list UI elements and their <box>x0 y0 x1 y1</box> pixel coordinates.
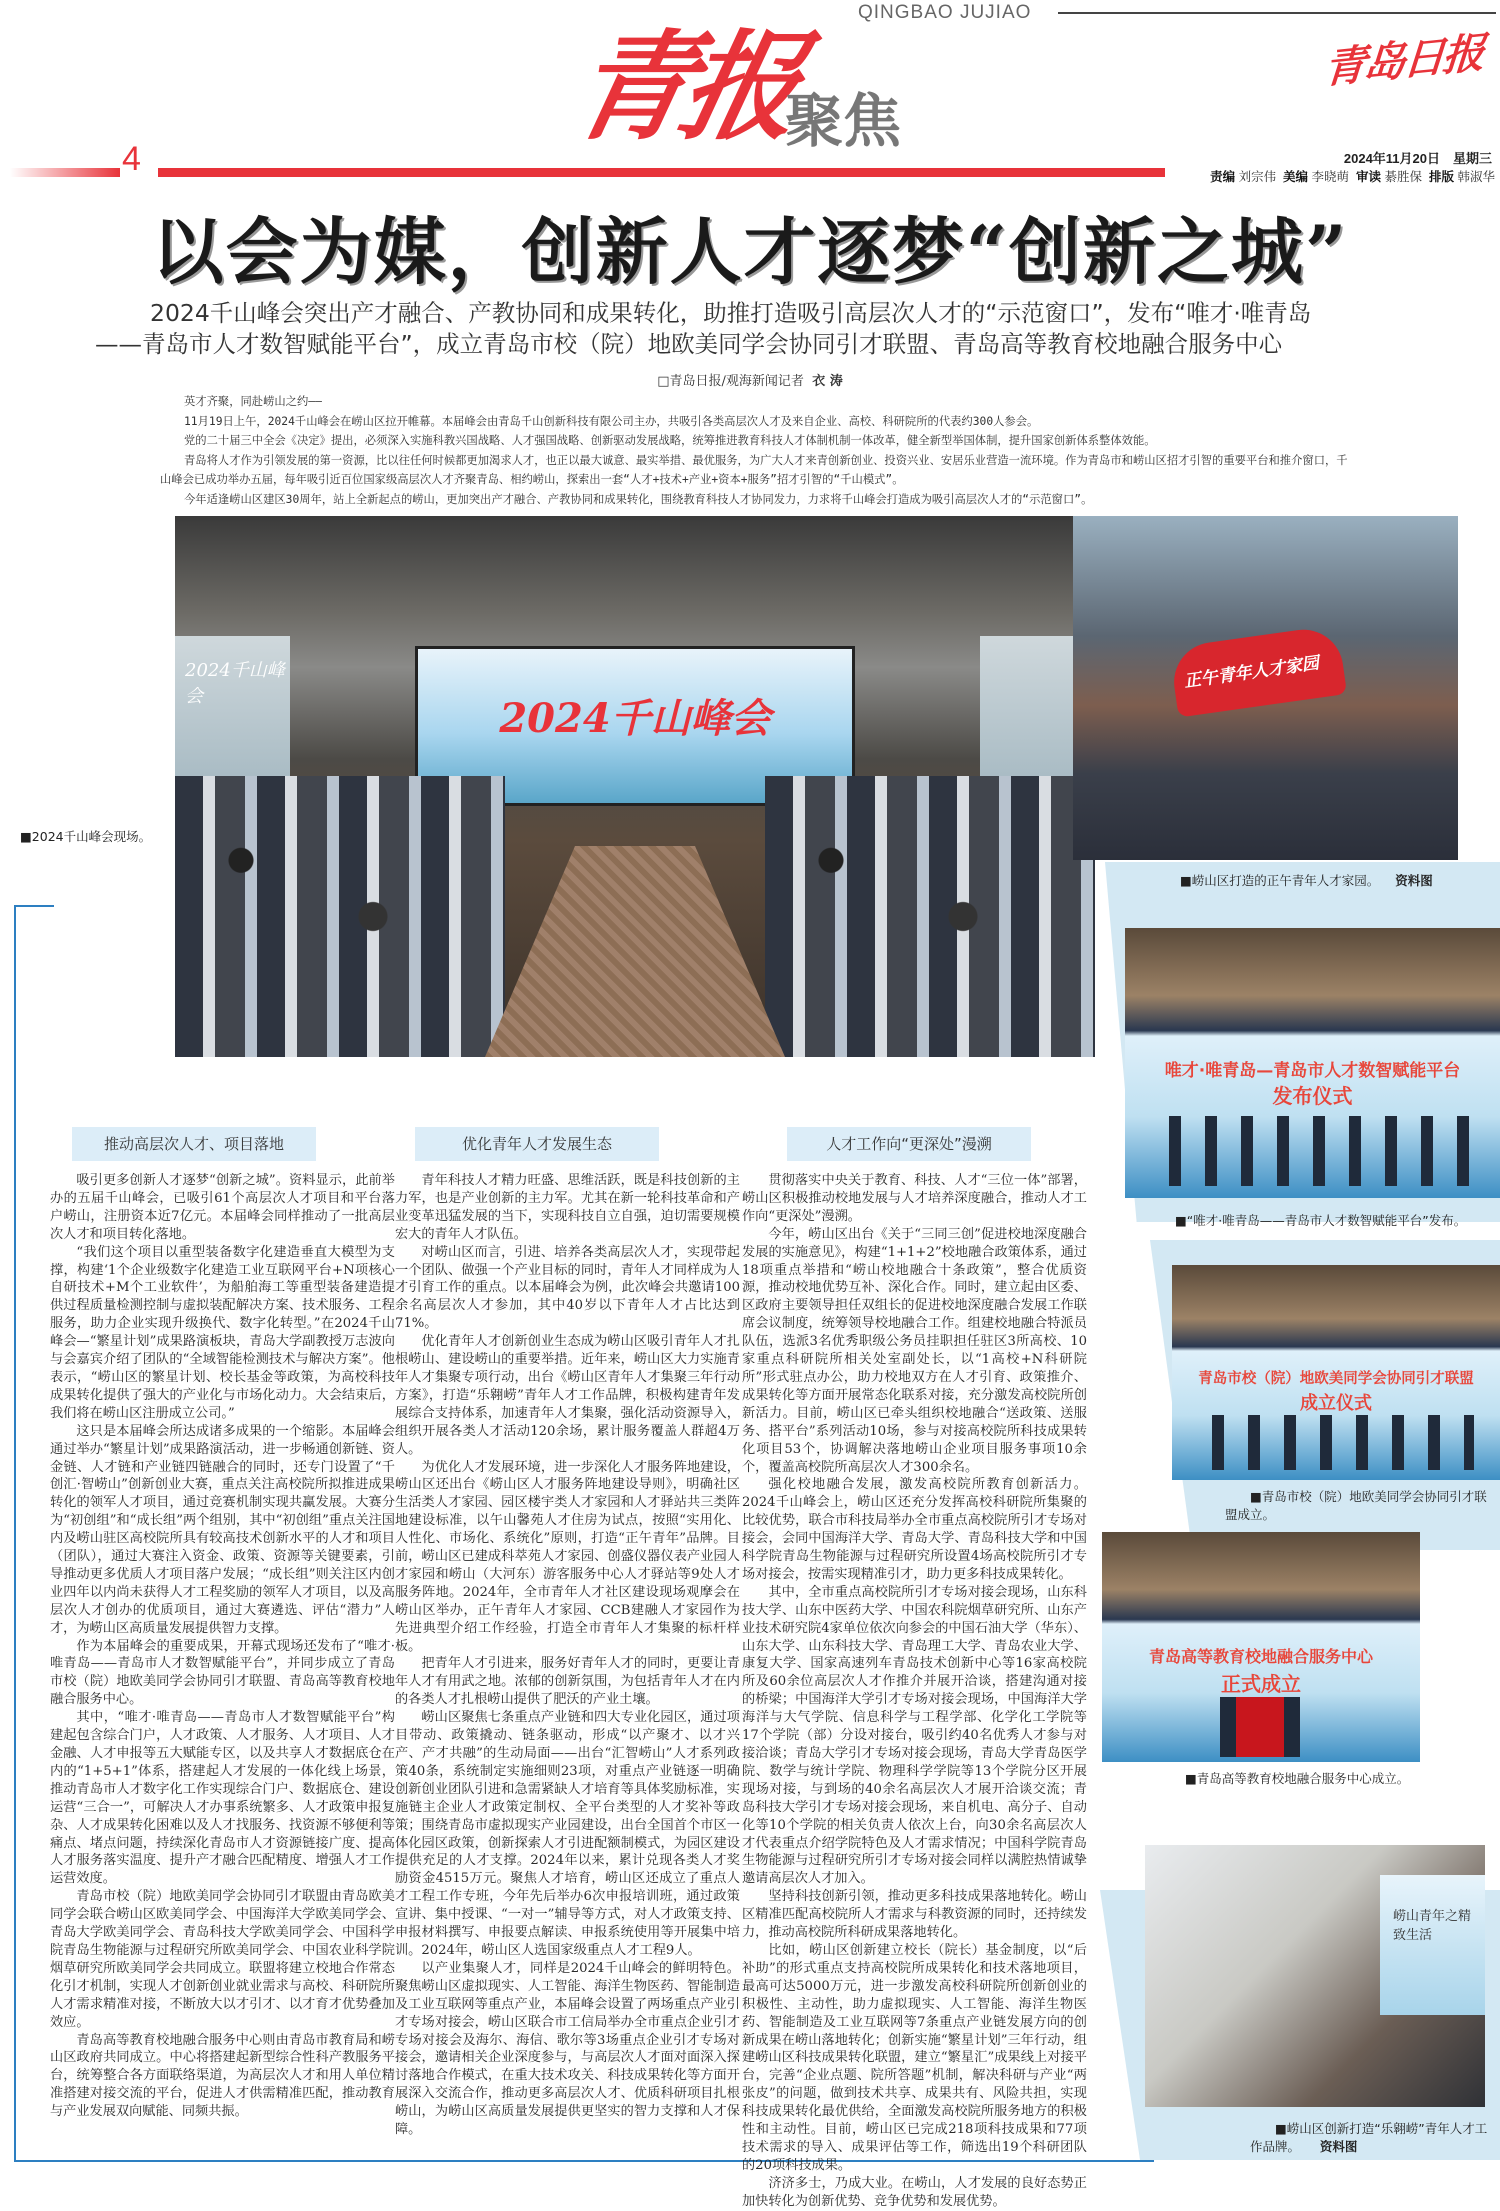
section-name: 聚焦 <box>785 87 902 155</box>
event-screen-text: 崂山青年之精致生活 <box>1393 1909 1472 1943</box>
section-heading: 推动高层次人才、项目落地 <box>72 1127 316 1161</box>
lead-paragraph: 党的二十届三中全会《决定》提出，必须深入实施科教兴国战略、人才强国战略、创新驱动发展战略，统筹推进教育科技人才体制机制一体改革，健全新型举国体制，提升国家创新体系整体效能。 <box>184 434 1156 447</box>
editor-role: 责编 <box>1210 170 1236 184</box>
paragraph: 对崂山区而言，引进、培养各类高层次人才，实现带起一个团队、做强一个产业目标的同时，青年人才同样成为人才引育工作的重点。以本届峰会为例，此次峰会共邀请100余名高层次人才参加，其中40岁以下青年人才占比达到71%。 <box>395 1244 740 1332</box>
banner-text: 青岛市校（院）地欧美同学会协同引才联盟 <box>1198 1371 1474 1387</box>
plaque-unveiling <box>1220 1697 1300 1757</box>
paragraph: 作为本届峰会的重要成果，开幕式现场还发布了“唯才·唯青岛——青岛市人才数智赋能平台”，并同步成立了青岛市校（院）地欧美同学会协同引才联盟、青岛高等教育校地融合服务中心。 <box>50 1638 395 1708</box>
paragraph: 其中，全市重点高校院所引才专场对接会现场，山东科技大学、山东中医药大学、中国农科院烟草研究所、山东产业技术研究院4家单位依次向参会的中国石油大学（华东）、山东大学、山东科技大学、青岛理工大学、青岛农业大学、康复大学、国家高速列车青岛技术创新中心等16家高校院所及60余位高层次人才作推介并展开洽谈，搭建沟通对接的桥梁；中国海洋大学引才专场对接会现场，中国海洋大学海洋与大气学院、信息科学与工程学部、化学化工学院等17个学院（部）分设对接台，吸引约40名优秀人才参与对接洽谈；青岛大学引才专场对接会现场，青岛大学青岛医学院、数学与统计学院、物理科学学院等13个学院分区开展现场对接，与到场的40余名高层次人才展开洽谈交流；青岛科技大学引才专场对接会现场，来自机电、高分子、自动化等10个学院的相关负责人依次上台，向30余名高层次人才代表重点介绍学院特色及人才需求情况；中国科学院青岛生物能源与过程研究所引才专场对接会同样以满腔热情诚挚邀请高层次人才加入。 <box>742 1584 1087 1887</box>
banner-text: 发布仪式 <box>1272 1084 1353 1108</box>
photo-platform-launch <box>1125 928 1500 1198</box>
subheadline-line: ——青岛市人才数智赋能平台”，成立青岛市校（院）地欧美同学会协同引才联盟、青岛高等教育校地融合服务中心 <box>95 330 1283 358</box>
paragraph: 以产业集聚人才，同样是2024千山峰会的鲜明特色。聚焦崂山区虚拟现实、人工智能、海洋生物医药、智能制造及工业互联网等重点产业，本届峰会设置了两场重点产业引才专场对接会，崂山区联合市工信局举办全市重点企业引才专场对接会及海尔、海信、歌尔等3场重点企业引才专场对接会，邀请相关企业深度参与，与高层次人才面对面深入探讨落地合作模式，在重大技术攻关、科技成果转化等方面开展深入交流合作，推动更多高层次人才、优质科研项目扎根崂山，为崂山区高质量发展提供更坚实的智力支撑和人才保障。 <box>395 1960 740 2138</box>
lead-paragraphs <box>160 392 1350 509</box>
banner-text: 青岛高等教育校地融合服务中心 <box>1148 1647 1373 1666</box>
paragraph: 把青年人才引进来，服务好青年人才的同时，更要让青年人才有用武之地。浓郁的创新氛围，为包括青年人才在内的各类人才扎根崂山提供了肥沃的产业土壤。 <box>395 1656 740 1708</box>
section-heading: 人才工作向“更深处”漫溯 <box>787 1127 1031 1161</box>
paragraph: 青岛高等教育校地融合服务中心则由青岛市教育局和崂山区政府共同成立。中心将搭建起新型综合性科产教服务平台，统筹整合各方面联络渠道，为高层次人才和用人单位精准搭建对接交流的平台，促进人才供需精准匹配，推动教育与产业发展双向赋能、同频共振。 <box>50 2032 395 2120</box>
red-rule <box>158 168 1165 177</box>
photo-youth-brand-event <box>1145 1845 1485 2107</box>
paragraph: 坚持科技创新引领，推动更多科技成果落地转化。崂山区精准匹配高校院所人才需求与科教资源的同时，还持续发力，推动高校院所科研成果落地转化。 <box>742 1889 1087 1941</box>
paragraph: 济济多士，乃成大业。在崂山，人才发展的良好态势正加快转化为创新优势、竞争优势和发展优势。 <box>742 2175 1087 2209</box>
photo-credit: 资料图 <box>1319 2139 1358 2154</box>
paragraph: 崂山区聚焦七条重点产业链和四大专业化园区，通过项目带动、政策撬动、链条驱动，形成“以产聚才、以才兴产、产才共融”的生动局面——出台“汇智崂山”人才系列政策40条，系统制定实施细则23项，对重点产业链逐一明确创新创业团队引进和急需紧缺人才培育等具体奖励标准，实施链主企业人才政策定制权、全平台类型的人才奖补等政策；围绕青岛市虚拟现实产业园建设，出台全国首个市区一体化园区政策，创新探索人才引进配额制模式，为园区建设提供充足的人才支撑。2024年以来，累计兑现各类人才奖励资金4515万元。聚焦人才培育，崂山区还成立了重点人才工程工作专班，今年先后举办6次申报培训班，通过政策宣讲、集中授课、“一对一”辅导等方式，对人才政策支持、申报材料撰写、申报要点解读、申报系统使用等开展集中培训。2024年，崂山区人选国家级重点人才工程9人。 <box>395 1710 740 1958</box>
lead-paragraph: 英才齐聚，同赴崂山之约—— <box>184 395 322 408</box>
subheadline <box>95 298 1415 360</box>
byline-author: 衣 涛 <box>812 374 843 389</box>
editor-name: 韩淑华 <box>1457 170 1495 184</box>
article-column-3 <box>742 1172 1087 2211</box>
byline-source: □青岛日报/观海新闻记者 <box>657 374 804 389</box>
paragraph: 今年，崂山区出台《关于“三同三创”促进校地深度融合发展的实施意见》，构建“1+1+2”校地融合政策体系，通过18项重点举措和“崂山校地融合十条政策”，整合优质资源，推动校地优势互补、深化合作。同时，建立起由区委、区政府主要领导担任双组长的促进校地深度融合发展工作联席会议制度，统筹领导校地融合工作。组建校地融合特派员队伍，选派3名优秀职级公务员挂职担任驻区3所高校、10家重点科研院所相关处室副处长，以“1高校+N科研院所”形式驻点办公，助力校地双方在人才引育、政策推介、成果转化等方面开展常态化联系对接，充分激发高校院所创新活力。目前，崂山区已牵头组织校地融合“送政策、送服务、搭平台”系列活动10场，参与对接高校院所科技成果转化项目53个，协调解决落地崂山企业项目服务事项10余个，覆盖高校院所高层次人才300余名。 <box>742 1226 1087 1475</box>
main-photo-summit <box>175 516 1095 1057</box>
editor-name: 李晓萌 <box>1311 170 1350 184</box>
lead-paragraph: 青岛将人才作为引领发展的第一资源，比以往任何时候都更加渴求人才，也正以最大诚意、最实举措、最优服务，为广大人才来青创新创业、投资兴业、安居乐业营造一流环境。作为青岛市和崂山区招才引智的重要平台和推介窗口，千山峰会已成功举办五届，每年吸引近百位国家级高层次人才齐聚青岛、相约崂山，探索出一套“人才+技术+产业+资本+服务”招才引智的“千山模式”。 <box>160 453 1348 486</box>
blue-rule <box>14 905 54 907</box>
photo-caption: ■青岛高等教育校地融合服务中心成立。 <box>1185 1771 1410 1786</box>
red-rule <box>10 168 120 177</box>
side-screen-text: 2024千山峰会 <box>185 660 285 707</box>
paragraph: 这只是本届峰会所达成诸多成果的一个缩影。本届峰会通过举办“繁星计划”成果路演活动，进一步畅通创新链、资金链、人才链和产业链四链融合的同时，还专门设置了“千创汇·智崂山”创新创业大赛，重点关注高校院所拟推进成果转化的领军人才项目，通过竞赛机制实现共赢发展。大赛分为“初创组”和“成长组”两个组别，其中“初创组”重点关注国内及崂山驻区高校院所具有较高技术创新水平的人才和项目（团队），通过大赛注入资金、政策、资源等关键要素，引导推动更多优质人才项目落户发展；“成长组”则关注区内创业四年以内尚未获得人才工程奖励的领军人才项目，以及高层次人才创办的优质项目，通过大赛遴选、评估“潜力”人才，为崂山区高质量发展提供智力支撑。 <box>50 1423 395 1636</box>
banner-text: 成立仪式 <box>1300 1393 1372 1414</box>
officials <box>1155 1116 1470 1186</box>
paragraph: 优化青年人才创新创业生态成为崂山区吸引青年人才扎根崂山、建设崂山的重要举措。近年来，崂山区大力实施青年人才集聚专项行动，出台《崂山区青年人才集聚三年行动方案》，打造“乐翱崂”青年人才工作品牌，积极构建青年发展综合支持体系，加速青年人才集聚，强化活动资源导入，组织开展各类人才活动120余场，累计服务覆盖人群超4万人。 <box>395 1334 740 1457</box>
paragraph: “我们这个项目以重型装备数字化建造垂直大模型为支撑，构建‘1个企业级数字化建造工业互联网平台+N项核心自研技术+M个工业软件’，为船舶海工等重型装备建造提供过程质量检测控制与虚拟装配解决方案、技术服务、工程服务，助力企业实现升级换代、数字化转型。”在2024千山峰会—“繁星计划”成果路演板块，青岛大学副教授万志波向与会嘉宾介绍了团队的“全域智能检测技术与解决方案”。他表示，“崂山区的繁星计划、校长基金等政策，为高校科技成果转化提供了强大的产业化与市场化动力。大会结束后，我们将在崂山区注册成立公司。” <box>50 1244 395 1421</box>
section-heading: 优化青年人才发展生态 <box>415 1127 659 1161</box>
photo-youth-talent-home <box>1073 516 1458 860</box>
blue-rule <box>14 905 16 2162</box>
carpet-aisle <box>485 846 785 1057</box>
editor-name: 刘宗伟 <box>1238 170 1277 184</box>
subheadline-line: 2024千山峰会突出产才融合、产教协同和成果转化，助推打造吸引高层次人才的“示范窗口”，发布“唯才·唯青岛 <box>150 299 1312 327</box>
section-pinyin: QINGBAO JUJIAO <box>858 2 1032 23</box>
caption-text: ■崂山区创新打造“乐翱崂”青年人才工作品牌。 <box>1250 2121 1488 2154</box>
article-column-2 <box>395 1172 740 2139</box>
article-column-1 <box>50 1172 395 2121</box>
banner-text: 唯才·唯青岛—青岛市人才数智赋能平台 <box>1164 1061 1461 1081</box>
paragraph: 吸引更多创新人才逐梦“创新之城”。资料显示，此前举办的五届千山峰会，已吸引61个高层次人才项目和平台落户崂山，注册资本近7亿元。本届峰会同样推动了一批高层次人才和项目转化落地。 <box>50 1173 395 1242</box>
officials <box>1198 1415 1474 1470</box>
paragraph: 强化校地融合发展，激发高校院所教育创新活力。2024千山峰会上，崂山区还充分发挥高校科研院所集聚的比较优势，联合市科技局举办全市重点高校院所引才专场对接会，会同中国海洋大学、青岛大学、青岛科技大学和中国科学院青岛生物能源与过程研究所设置4场高校院所引才专场对接会，按需实现精准引才，助力更多科技成果转化。 <box>742 1477 1087 1582</box>
paragraph: 青年科技人才精力旺盛、思维活跃，既是科技创新的主力军，也是产业创新的主力军。尤其在新一轮科技革命和产业变革迅猛发展的当下，实现科技自立自强，迫切需要规模宏大的青年人才队伍。 <box>395 1173 740 1242</box>
photo-caption <box>1180 872 1480 890</box>
editor-role: 排版 <box>1428 170 1454 184</box>
photo-center-launch <box>1102 1532 1420 1762</box>
sign-text: 正午青年人才家园 <box>1182 653 1321 693</box>
lead-paragraph: 11月19日上午，2024千山峰会在崂山区拉开帷幕。本届峰会由青岛千山创新科技有限公司主办，共吸引各类高层次人才及来自企业、高校、科研院所的代表约300人参会。 <box>184 414 1039 428</box>
photo-caption: ■青岛市校（院）地欧美同学会协同引才联盟成立。 <box>1225 1489 1487 1522</box>
editor-name: 綦胜保 <box>1384 170 1423 184</box>
caption-text: ■崂山区打造的正午青年人才家园。 <box>1180 873 1380 888</box>
editor-role: 审读 <box>1356 170 1382 184</box>
paragraph: 为优化人才发展环境，进一步深化人才服务阵地建设，崂山区还出台《崂山区人才服务阵地建设导则》，明确社区生活类人才家园、园区楼宇类人才家园和人才驿站共三类阵地建设标准，以午山馨苑人才住房为试点，按照“实用化、人性化、市场化、系统化”原则，打造“正午青年”品牌。目前，崂山区已建成科萃苑人才家园、创盛仪器仪表产业园人才家园和崂山（大河东）游客服务中心人才驿站等9处人才服务阵地。2024年，全市青年人才社区建设现场观摩会在崂山区举办，正午青年人才家园、CCB建融人才家园作为先进典型介绍工作经验，打造全市青年人才集聚的标杆样板。 <box>395 1459 740 1654</box>
page-number: 4 <box>122 140 141 178</box>
issue-date: 2024年11月20日 星期三 <box>1343 151 1492 166</box>
section-logo: 青报 <box>560 17 806 156</box>
audience <box>175 776 505 1057</box>
photo-credit: 资料图 <box>1395 873 1433 888</box>
banner-text: 正式成立 <box>1221 1672 1301 1696</box>
paper-logo: 青岛日报 <box>1322 27 1484 94</box>
photo-alliance-launch <box>1172 1265 1500 1480</box>
paragraph: 比如，崂山区创新建立校长（院长）基金制度，以“后补助”的形式重点支持高校院所成果转化和技术落地项目，最高可达5000万元，进一步激发高校科研院所创新创业的积极性、主动性，助力虚拟现实、人工智能、海洋生物医药、智能制造及工业互联网等7条重点产业链发展方向的创新成果在崂山落地转化；创新实施“繁星计划”三年行动，组建崂山区科技成果转化联盟，建立“繁星汇”成果线上对接平台，完善“企业点题、院所答题”机制，解决科研与产业“两张皮”的问题，做到技术共享、成果共有、风险共担，实现科技成果转化最优供给，全面激发高校院所服务地方的积极性和主动性。目前，崂山区已完成218项科技成果和77项技术需求的导入、成果评估等工作，筛选出19个科研团队的20项科技成果。 <box>742 1942 1087 2173</box>
photo-caption: ■“唯才·唯青岛——青岛市人才数智赋能平台”发布。 <box>1175 1213 1467 1228</box>
photo-caption <box>1250 2120 1490 2156</box>
headline: 以会为媒，创新人才逐梦“创新之城” <box>151 209 1349 294</box>
audience <box>765 776 1095 1057</box>
byline <box>0 370 1500 389</box>
divider <box>1058 12 1496 14</box>
paragraph: 其中，“唯才·唯青岛——青岛市人才数智赋能平台”构建起包含综合门户，人才政策、人才服务、人才项目、人才金融、人才申报等五大赋能专区，以及共享人才数据底仓在内的“1+5+1”体系，搭建起人才发展的一体化线上场景，推动青岛市人才数字化工作实现综合门户、数据底仓、建设运营“三合一”，可解决人才办事系统繁多、人才政策申报复杂、人才成果转化困难以及人才找服务、找资源不够便利等痛点、堵点问题，持续深化青岛市人才资源链接广度、提高人才服务落实温度、提升产才融合匹配精度、增强人才工作运营效度。 <box>50 1710 395 1887</box>
editor-role: 美编 <box>1283 170 1309 184</box>
paragraph: 青岛市校（院）地欧美同学会协同引才联盟由青岛欧美同学会联合崂山区欧美同学会、中国海洋大学欧美同学会、青岛大学欧美同学会、青岛科技大学欧美同学会、中国科学院青岛生物能源与过程研究所欧美同学会、中国农业科学院烟草研究所欧美同学会共同成立。联盟将建立校地合作常态化引才机制，实现人才创新创业就业需求与高校、科研院所人才需求精准对接，不断放大以才引才、以才育才优势叠加效应。 <box>50 1889 395 2030</box>
editors-line <box>1160 167 1495 185</box>
event-screen <box>1380 1875 1485 2015</box>
stage-screen-text: 2024千山峰会 <box>499 695 771 742</box>
lead-paragraph: 今年适逢崂山区建区30周年，站上全新起点的崂山，更加突出产才融合、产教协同和成果转化，围绕教育科技人才协同发力，力求将千山峰会打造成为吸引高层次人才的“示范窗口”。 <box>184 492 1093 506</box>
paragraph: 贯彻落实中央关于教育、科技、人才“三位一体”部署，崂山区积极推动校地发展与人才培养深度融合，推动人才工作向“更深处”漫溯。 <box>742 1173 1087 1224</box>
main-photo-caption: ■2024千山峰会现场。 <box>20 829 152 844</box>
